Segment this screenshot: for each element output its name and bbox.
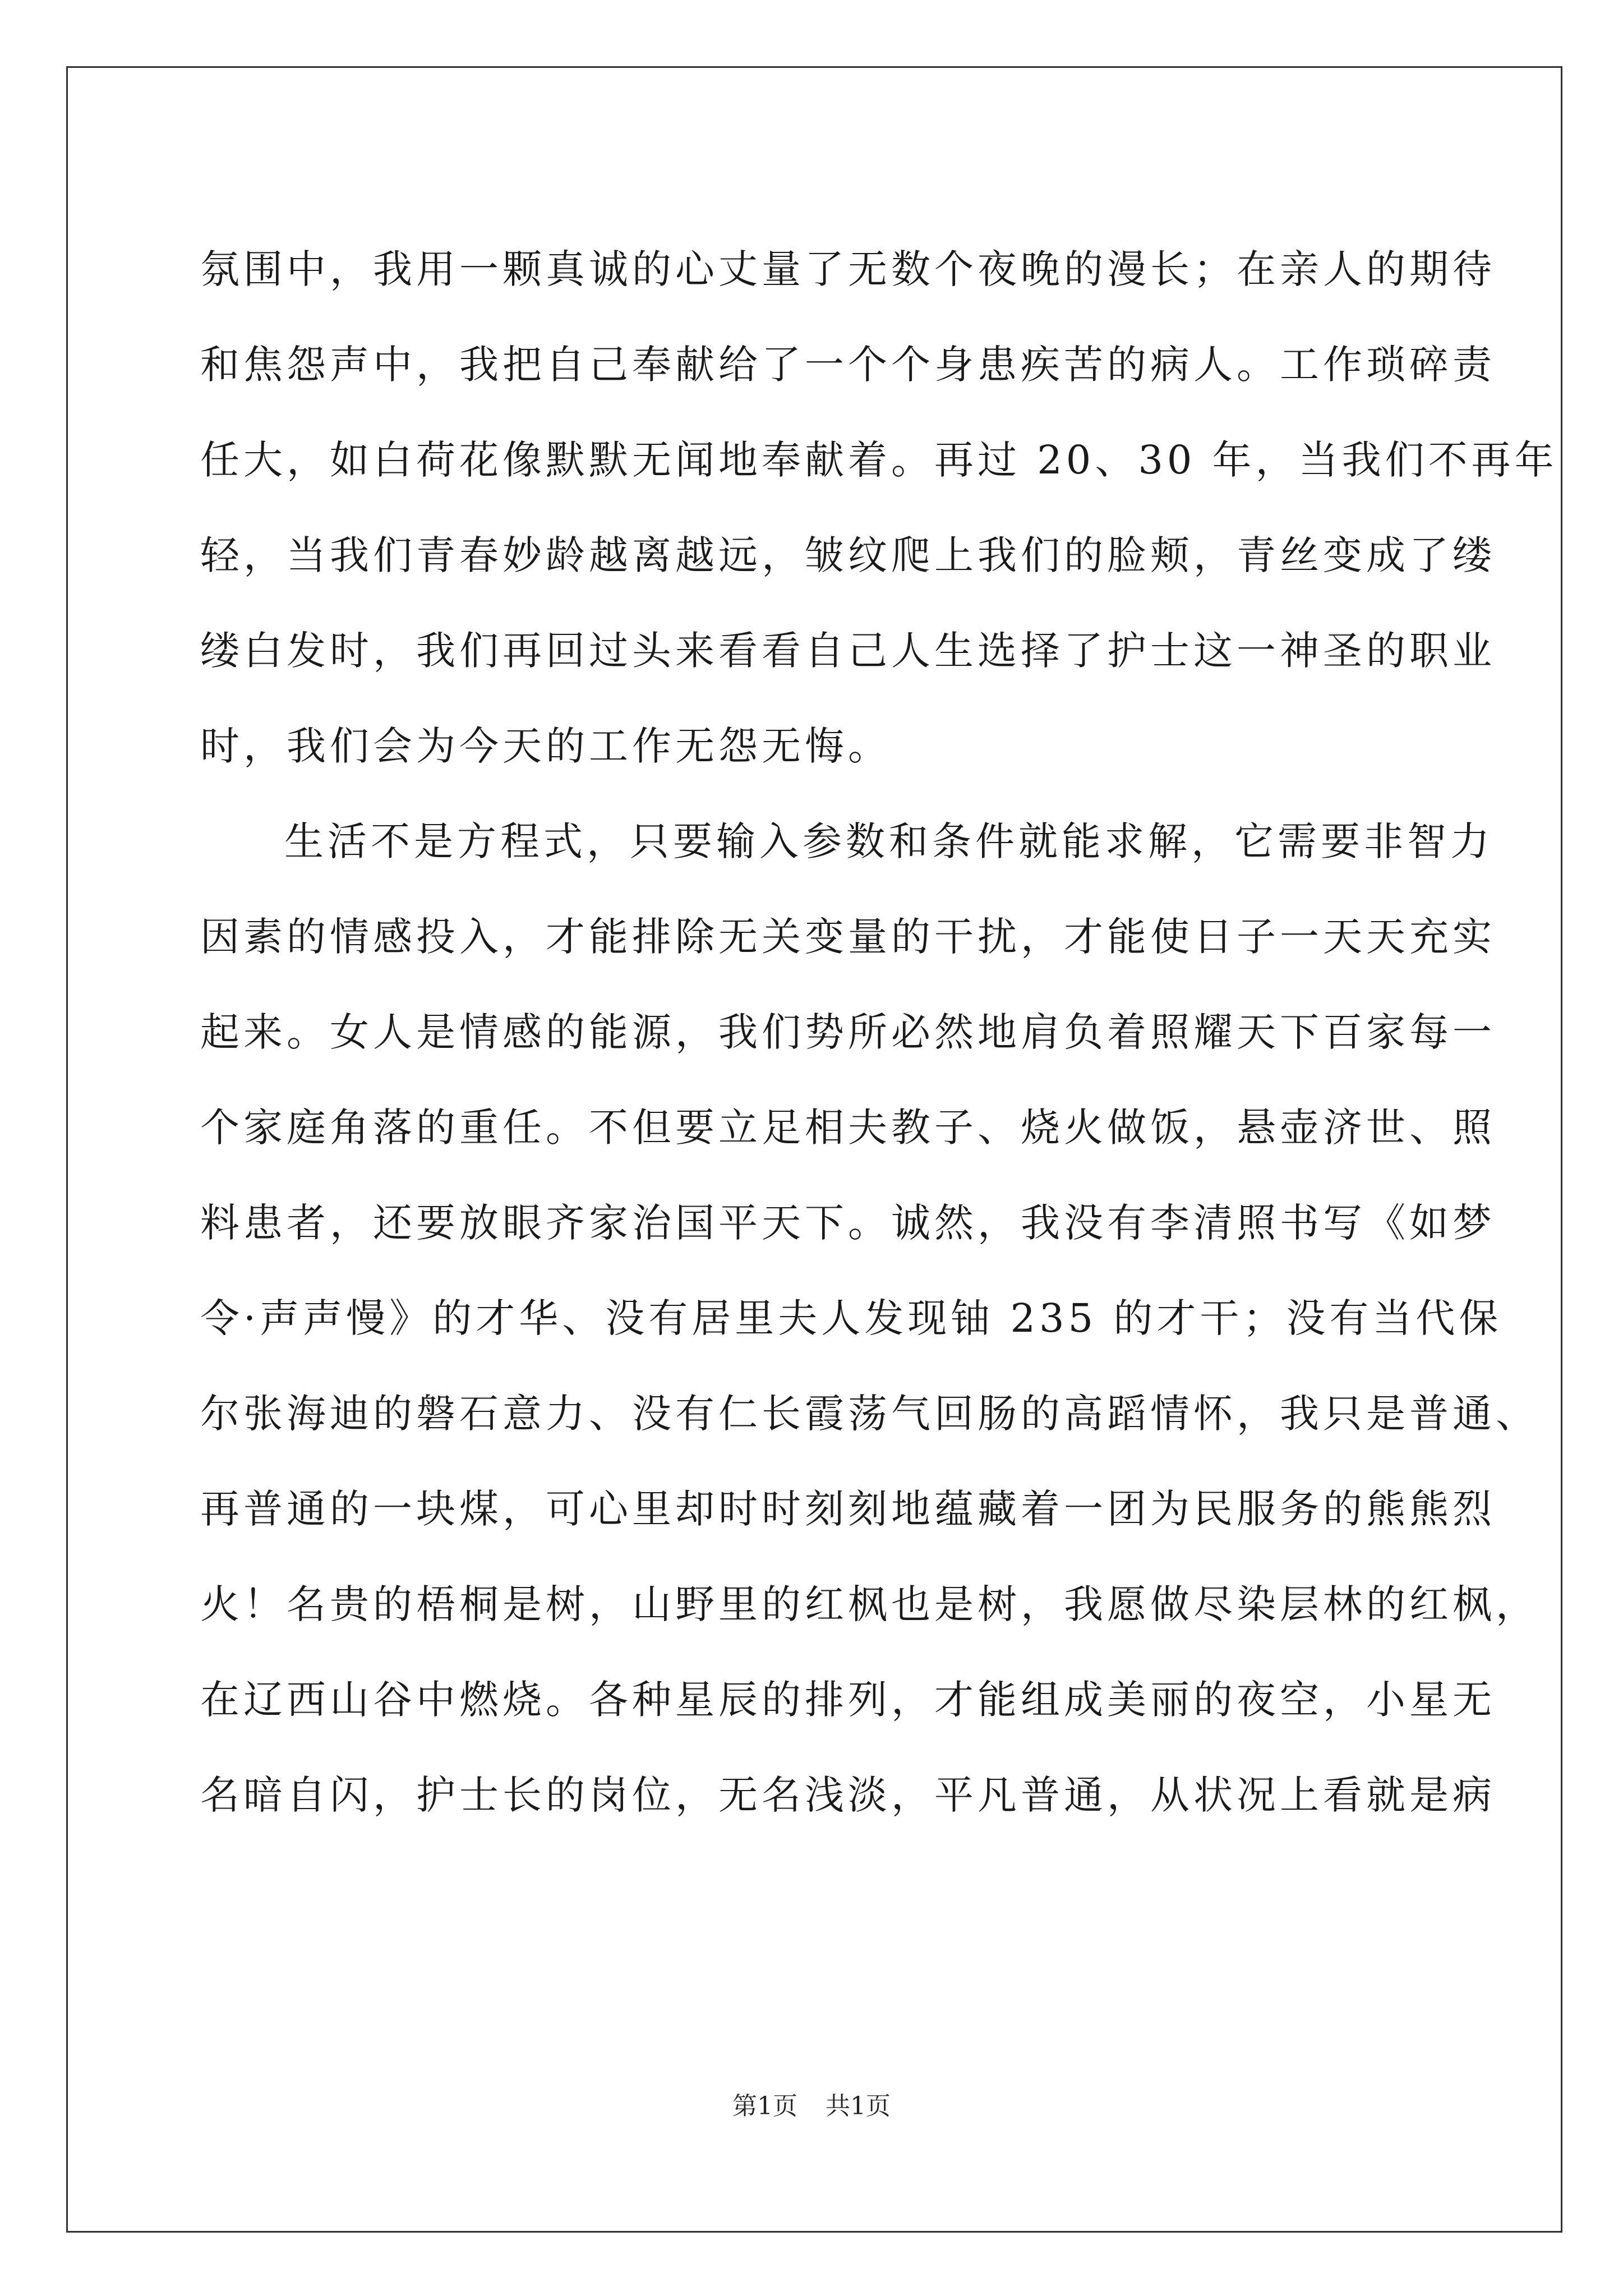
text-line: 缕白发时，我们再回过头来看看自己人生选择了护士这一神圣的职业 [200, 628, 1496, 674]
text-line: 轻，当我们青春妙龄越离越远，皱纹爬上我们的脸颊，青丝变成了缕 [200, 532, 1496, 578]
text-line: 起来。女人是情感的能源，我们势所必然地肩负着照耀天下百家每一 [200, 1009, 1496, 1055]
text-line: 因素的情感投入，才能排除无关变量的干扰，才能使日子一天天充实 [200, 914, 1496, 960]
text-line: 个家庭角落的重任。不但要立足相夫教子、烧火做饭，悬壶济世、照 [200, 1105, 1496, 1151]
text-line: 任大，如白荷花像默默无闻地奉献着。再过 20、30 年，当我们不再年 [200, 437, 1558, 483]
text-line: 氛围中，我用一颗真诚的心丈量了无数个夜晚的漫长；在亲人的期待 [200, 246, 1496, 292]
page-number: 第1页 [732, 2092, 797, 2120]
paragraph-first-line: 生活不是方程式，只要输入参数和条件就能求解，它需要非智力 [284, 818, 1493, 864]
page-total: 共1页 [826, 2092, 891, 2120]
text-line: 时，我们会为今天的工作无怨无悔。 [200, 723, 891, 769]
text-line: 再普通的一块煤，可心里却时时刻刻地蕴藏着一团为民服务的熊熊烈 [200, 1486, 1496, 1532]
text-line: 尔张海迪的磐石意力、没有仁长霞荡气回肠的高蹈情怀，我只是普通、 [200, 1391, 1539, 1437]
document-body [200, 222, 1558, 1843]
text-line: 在辽西山谷中燃烧。各种星辰的排列，才能组成美丽的夜空，小星无 [200, 1677, 1496, 1723]
text-line: 和焦怨声中，我把自己奉献给了一个个身患疾苦的病人。工作琐碎责 [200, 342, 1496, 388]
page-footer [0, 2090, 1623, 2123]
text-line: 料患者，还要放眼齐家治国平天下。诚然，我没有李清照书写《如梦 [200, 1200, 1496, 1246]
text-line: 名暗自闪，护士长的岗位，无名浅淡，平凡普通，从状况上看就是病 [200, 1772, 1496, 1818]
text-line: 火！名贵的梧桐是树，山野里的红枫也是树，我愿做尽染层林的红枫， [200, 1581, 1539, 1627]
text-line: 令·声声慢》的才华、没有居里夫人发现铀 235 的才干；没有当代保 [200, 1295, 1502, 1341]
